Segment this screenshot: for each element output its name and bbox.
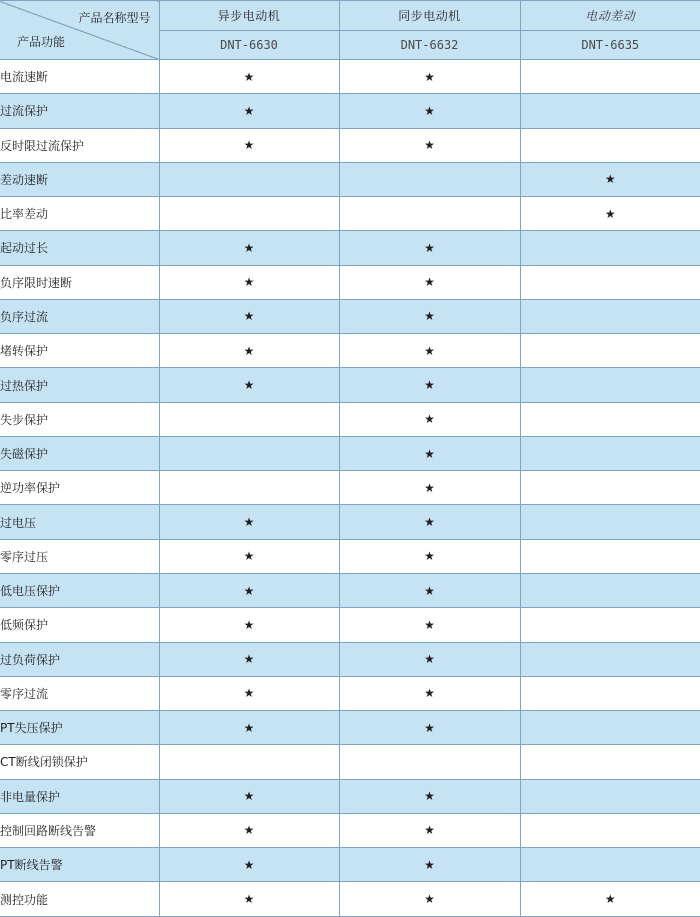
support-cell: [339, 162, 520, 196]
support-cell: [159, 60, 339, 94]
support-cell: [339, 368, 520, 402]
support-cell: [159, 368, 339, 402]
star-icon: ★: [243, 103, 255, 118]
function-name-cell: 过负荷保护: [0, 642, 159, 676]
support-cell: [520, 779, 700, 813]
support-cell: [520, 848, 700, 882]
column-model-motor-differential: DNT-6635: [520, 31, 700, 60]
table-row: [0, 505, 700, 539]
table-row: [0, 573, 700, 607]
star-icon: ★: [424, 343, 435, 358]
function-name-cell: 低电压保护: [0, 573, 159, 607]
support-cell: [520, 505, 700, 539]
star-icon: ★: [243, 720, 255, 735]
support-cell: [339, 745, 520, 779]
support-cell: [339, 848, 520, 882]
support-cell: [159, 334, 339, 368]
support-cell: [339, 505, 520, 539]
support-cell: [520, 471, 700, 505]
support-cell: [339, 402, 520, 436]
table-header: [0, 1, 700, 60]
star-icon: ★: [424, 275, 435, 290]
table-row: [0, 94, 700, 128]
star-icon: ★: [424, 686, 435, 701]
function-name-cell: 比率差动: [0, 197, 159, 231]
table-row: [0, 642, 700, 676]
support-cell: [159, 779, 339, 813]
product-model-label: 产品名称型号: [78, 11, 151, 25]
function-name-cell: 控制回路断线告警: [0, 813, 159, 847]
function-name-cell: 失磁保护: [0, 436, 159, 470]
support-cell: [520, 642, 700, 676]
support-cell: [159, 197, 339, 231]
star-icon: ★: [604, 892, 616, 906]
support-cell: [520, 299, 700, 333]
support-cell: [520, 162, 700, 196]
table-row: [0, 197, 700, 231]
star-icon: ★: [424, 309, 435, 324]
star-icon: ★: [424, 412, 435, 427]
column-name-motor-differential: 电动差动: [520, 1, 700, 31]
star-icon: ★: [424, 652, 435, 667]
table-row: [0, 745, 700, 779]
function-name-cell: 负序过流: [0, 299, 159, 333]
star-icon: ★: [243, 549, 255, 564]
column-model-async-motor: DNT-6630: [159, 31, 339, 60]
support-cell: [339, 711, 520, 745]
star-icon: ★: [424, 515, 435, 530]
star-icon: ★: [243, 240, 255, 255]
support-cell: [520, 368, 700, 402]
star-icon: ★: [424, 583, 435, 598]
function-name-cell: 测控功能: [0, 882, 159, 916]
support-cell: [520, 436, 700, 470]
table-row: [0, 128, 700, 162]
support-cell: [159, 539, 339, 573]
table-row: [0, 334, 700, 368]
star-icon: ★: [424, 549, 435, 564]
function-name-cell: 逆功率保护: [0, 471, 159, 505]
star-icon: ★: [243, 343, 255, 358]
star-icon: ★: [243, 617, 255, 632]
star-icon: ★: [424, 138, 435, 153]
table-row: [0, 608, 700, 642]
function-name-cell: 起动过长: [0, 231, 159, 265]
support-cell: [159, 813, 339, 847]
support-cell: [159, 848, 339, 882]
function-name-cell: PT失压保护: [0, 711, 159, 745]
support-cell: [520, 745, 700, 779]
table-row: [0, 813, 700, 847]
support-cell: [339, 471, 520, 505]
star-icon: ★: [243, 823, 255, 838]
product-function-label: 产品功能: [17, 35, 66, 49]
support-cell: [159, 505, 339, 539]
star-icon: ★: [243, 275, 255, 290]
star-icon: ★: [243, 857, 255, 872]
support-cell: [159, 882, 339, 916]
table-row: [0, 368, 700, 402]
support-cell: [339, 128, 520, 162]
support-cell: [339, 608, 520, 642]
star-icon: ★: [243, 892, 255, 906]
support-cell: [520, 813, 700, 847]
star-icon: ★: [424, 617, 435, 632]
support-cell: [520, 231, 700, 265]
support-cell: [159, 436, 339, 470]
support-cell: [520, 94, 700, 128]
support-cell: [339, 882, 520, 916]
support-cell: [159, 265, 339, 299]
support-cell: [159, 162, 339, 196]
column-model-sync-motor: DNT-6632: [339, 31, 520, 60]
function-name-cell: 失步保护: [0, 402, 159, 436]
table-row: [0, 882, 700, 916]
support-cell: [520, 882, 700, 916]
function-name-cell: 反时限过流保护: [0, 128, 159, 162]
support-cell: [159, 642, 339, 676]
table-row: [0, 402, 700, 436]
support-cell: [159, 471, 339, 505]
function-name-cell: 非电量保护: [0, 779, 159, 813]
support-cell: [520, 573, 700, 607]
support-cell: [339, 231, 520, 265]
support-cell: [520, 402, 700, 436]
function-name-cell: PT断线告警: [0, 848, 159, 882]
support-cell: [339, 813, 520, 847]
support-cell: [520, 676, 700, 710]
table-row: [0, 231, 700, 265]
function-name-cell: 差动速断: [0, 162, 159, 196]
star-icon: ★: [424, 892, 435, 906]
star-icon: ★: [243, 686, 255, 701]
support-cell: [159, 608, 339, 642]
star-icon: ★: [424, 378, 435, 393]
support-cell: [339, 265, 520, 299]
table-row: [0, 60, 700, 94]
function-name-cell: 负序限时速断: [0, 265, 159, 299]
star-icon: ★: [604, 172, 616, 187]
table-row: [0, 711, 700, 745]
support-cell: [520, 197, 700, 231]
star-icon: ★: [424, 240, 435, 255]
star-icon: ★: [243, 138, 255, 153]
table-row: [0, 779, 700, 813]
support-cell: [159, 573, 339, 607]
support-cell: [339, 197, 520, 231]
support-cell: [159, 128, 339, 162]
function-name-cell: 过热保护: [0, 368, 159, 402]
support-cell: [520, 608, 700, 642]
function-name-cell: 过电压: [0, 505, 159, 539]
star-icon: ★: [424, 857, 435, 872]
table-row: [0, 471, 700, 505]
function-name-cell: 过流保护: [0, 94, 159, 128]
star-icon: ★: [243, 378, 255, 393]
function-name-cell: 堵转保护: [0, 334, 159, 368]
star-icon: ★: [424, 789, 435, 804]
support-cell: [159, 299, 339, 333]
support-cell: [339, 299, 520, 333]
support-cell: [159, 745, 339, 779]
function-name-cell: 电流速断: [0, 60, 159, 94]
support-cell: [339, 539, 520, 573]
column-name-sync-motor: 同步电动机: [339, 1, 520, 31]
function-name-cell: CT断线闭锁保护: [0, 745, 159, 779]
star-icon: ★: [243, 652, 255, 667]
star-icon: ★: [243, 69, 255, 84]
star-icon: ★: [243, 583, 255, 598]
star-icon: ★: [424, 69, 435, 84]
table-row: [0, 265, 700, 299]
support-cell: [520, 711, 700, 745]
star-icon: ★: [424, 446, 435, 461]
table-row: [0, 539, 700, 573]
star-icon: ★: [424, 823, 435, 838]
support-cell: [339, 436, 520, 470]
support-cell: [520, 334, 700, 368]
support-cell: [159, 676, 339, 710]
support-cell: [520, 265, 700, 299]
star-icon: ★: [424, 103, 435, 118]
header-corner-cell: [0, 1, 159, 60]
support-cell: [159, 94, 339, 128]
support-cell: [339, 642, 520, 676]
support-cell: [339, 94, 520, 128]
support-cell: [520, 60, 700, 94]
support-cell: [339, 334, 520, 368]
function-name-cell: 零序过流: [0, 676, 159, 710]
column-name-async-motor: 异步电动机: [159, 1, 339, 31]
support-cell: [339, 573, 520, 607]
star-icon: ★: [604, 206, 616, 221]
support-cell: [159, 711, 339, 745]
support-cell: [159, 402, 339, 436]
star-icon: ★: [243, 515, 255, 530]
table-row: [0, 436, 700, 470]
table-row: [0, 299, 700, 333]
star-icon: ★: [424, 720, 435, 735]
star-icon: ★: [243, 789, 255, 804]
support-cell: [339, 676, 520, 710]
table-row: [0, 676, 700, 710]
table-row: [0, 848, 700, 882]
support-cell: [520, 128, 700, 162]
function-name-cell: 零序过压: [0, 539, 159, 573]
function-name-cell: 低频保护: [0, 608, 159, 642]
star-icon: ★: [243, 309, 255, 324]
table-body: [0, 60, 700, 917]
star-icon: ★: [424, 480, 435, 495]
support-cell: [339, 60, 520, 94]
support-cell: [159, 231, 339, 265]
table-row: [0, 162, 700, 196]
support-cell: [520, 539, 700, 573]
support-cell: [339, 779, 520, 813]
